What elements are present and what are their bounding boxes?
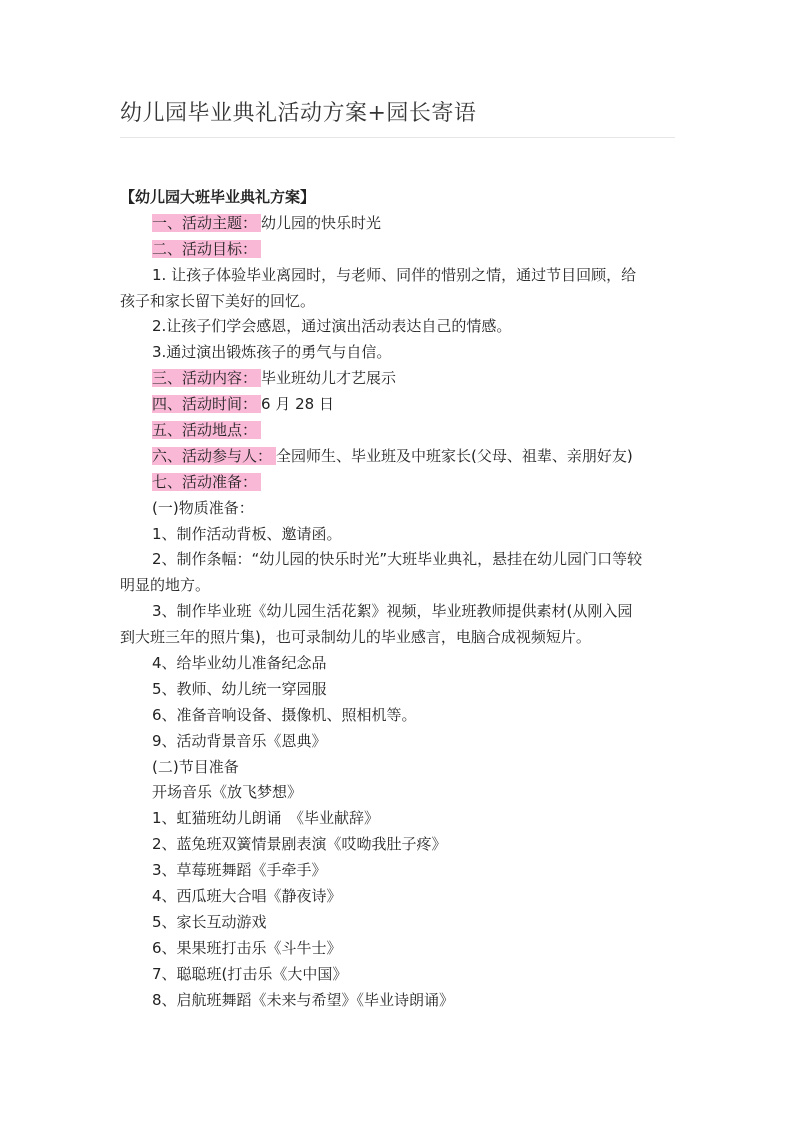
highlighted-label: 二、活动目标：: [152, 240, 261, 258]
highlighted-label: 七、活动准备：: [152, 473, 261, 491]
line-text: 6 月 28 日: [261, 395, 334, 414]
body-line: [120, 392, 680, 418]
line-text: 全园师生、毕业班及中班家长(父母、祖辈、亲朋好友): [276, 446, 633, 465]
line-text: 开场音乐《放飞梦想》: [152, 783, 303, 802]
line-text: 4、西瓜班大合唱《静夜诗》: [152, 887, 342, 906]
body-line: [120, 936, 680, 962]
body-line: [120, 340, 680, 366]
line-text: 2、制作条幅：“幼儿园的快乐时光”大班毕业典礼，悬挂在幼儿园门口等较: [152, 550, 643, 569]
highlighted-label: 三、活动内容：: [152, 369, 261, 387]
body-line: [120, 962, 680, 988]
highlighted-label: 五、活动地点：: [152, 421, 261, 439]
line-text: 4、给毕业幼儿准备纪念品: [152, 654, 327, 673]
body-line: [120, 858, 680, 884]
line-text: 5、家长互动游戏: [152, 912, 267, 931]
document-body: [120, 185, 680, 1014]
line-text: 6、果果班打击乐《斗牛士》: [152, 938, 342, 957]
line-text: 孩子和家长留下美好的回忆。: [120, 291, 316, 310]
body-line: [120, 444, 680, 470]
title-divider: [120, 137, 675, 138]
line-text: 到大班三年的照片集)，也可录制幼儿的毕业感言，电脑合成视频短片。: [120, 628, 591, 647]
body-line: [120, 988, 680, 1014]
line-text: 明显的地方。: [120, 576, 211, 595]
body-line: [120, 263, 680, 289]
section-heading: 【幼儿园大班毕业典礼方案】: [120, 188, 316, 206]
line-text: 3、制作毕业班《幼儿园生活花絮》视频，毕业班教师提供素材(从刚入园: [152, 602, 633, 621]
highlighted-label: 六、活动参与人：: [152, 447, 276, 465]
line-text: 2、蓝兔班双簧情景剧表演《哎呦我肚子疼》: [152, 835, 447, 854]
line-text: (一)物质准备：: [152, 498, 254, 517]
line-text: 1、虹猫班幼儿朗诵 《毕业献辞》: [152, 809, 380, 828]
body-line: [120, 832, 680, 858]
body-line: [120, 237, 680, 263]
line-text: 7、聪聪班(打击乐《大中国》: [152, 964, 348, 983]
body-line: [120, 599, 680, 625]
body-line: [120, 547, 680, 573]
body-line: [120, 755, 680, 781]
body-line: [120, 910, 680, 936]
highlighted-label: 一、活动主题：: [152, 214, 261, 232]
highlighted-label: 四、活动时间：: [152, 395, 261, 413]
body-line: [120, 211, 680, 237]
line-text: 1. 让孩子体验毕业离园时，与老师、同伴的惜别之情，通过节目回顾，给: [152, 265, 637, 284]
body-line: [120, 677, 680, 703]
document-title: 幼儿园毕业典礼活动方案+园长寄语: [120, 101, 477, 126]
body-line: [120, 289, 680, 315]
body-line: [120, 496, 680, 522]
body-lines: [120, 211, 680, 1014]
body-line: [120, 806, 680, 832]
line-text: 3、草莓班舞蹈《手牵手》: [152, 861, 327, 880]
line-text: 5、教师、幼儿统一穿园服: [152, 679, 327, 698]
body-line: [120, 573, 680, 599]
body-line: [120, 625, 680, 651]
body-line: [120, 884, 680, 910]
line-text: 3.通过演出锻炼孩子的勇气与自信。: [152, 343, 392, 362]
body-line: [120, 780, 680, 806]
line-text: 2.让孩子们学会感恩，通过演出活动表达自己的情感。: [152, 317, 512, 336]
body-line: [120, 470, 680, 496]
body-line: [120, 418, 680, 444]
body-line: [120, 522, 680, 548]
line-text: 幼儿园的快乐时光: [261, 213, 382, 232]
line-text: 毕业班幼儿才艺展示: [261, 369, 397, 388]
body-line: [120, 703, 680, 729]
line-text: 1、制作活动背板、邀请函。: [152, 524, 342, 543]
body-line: [120, 651, 680, 677]
line-text: 8、启航班舞蹈《未来与希望》《毕业诗朗诵》: [152, 990, 455, 1009]
line-text: 6、准备音响设备、摄像机、照相机等。: [152, 705, 417, 724]
body-line: [120, 314, 680, 340]
body-line: [120, 366, 680, 392]
line-text: (二)节目准备: [152, 757, 239, 776]
body-line: [120, 729, 680, 755]
line-text: 9、活动背景音乐《恩典》: [152, 731, 327, 750]
